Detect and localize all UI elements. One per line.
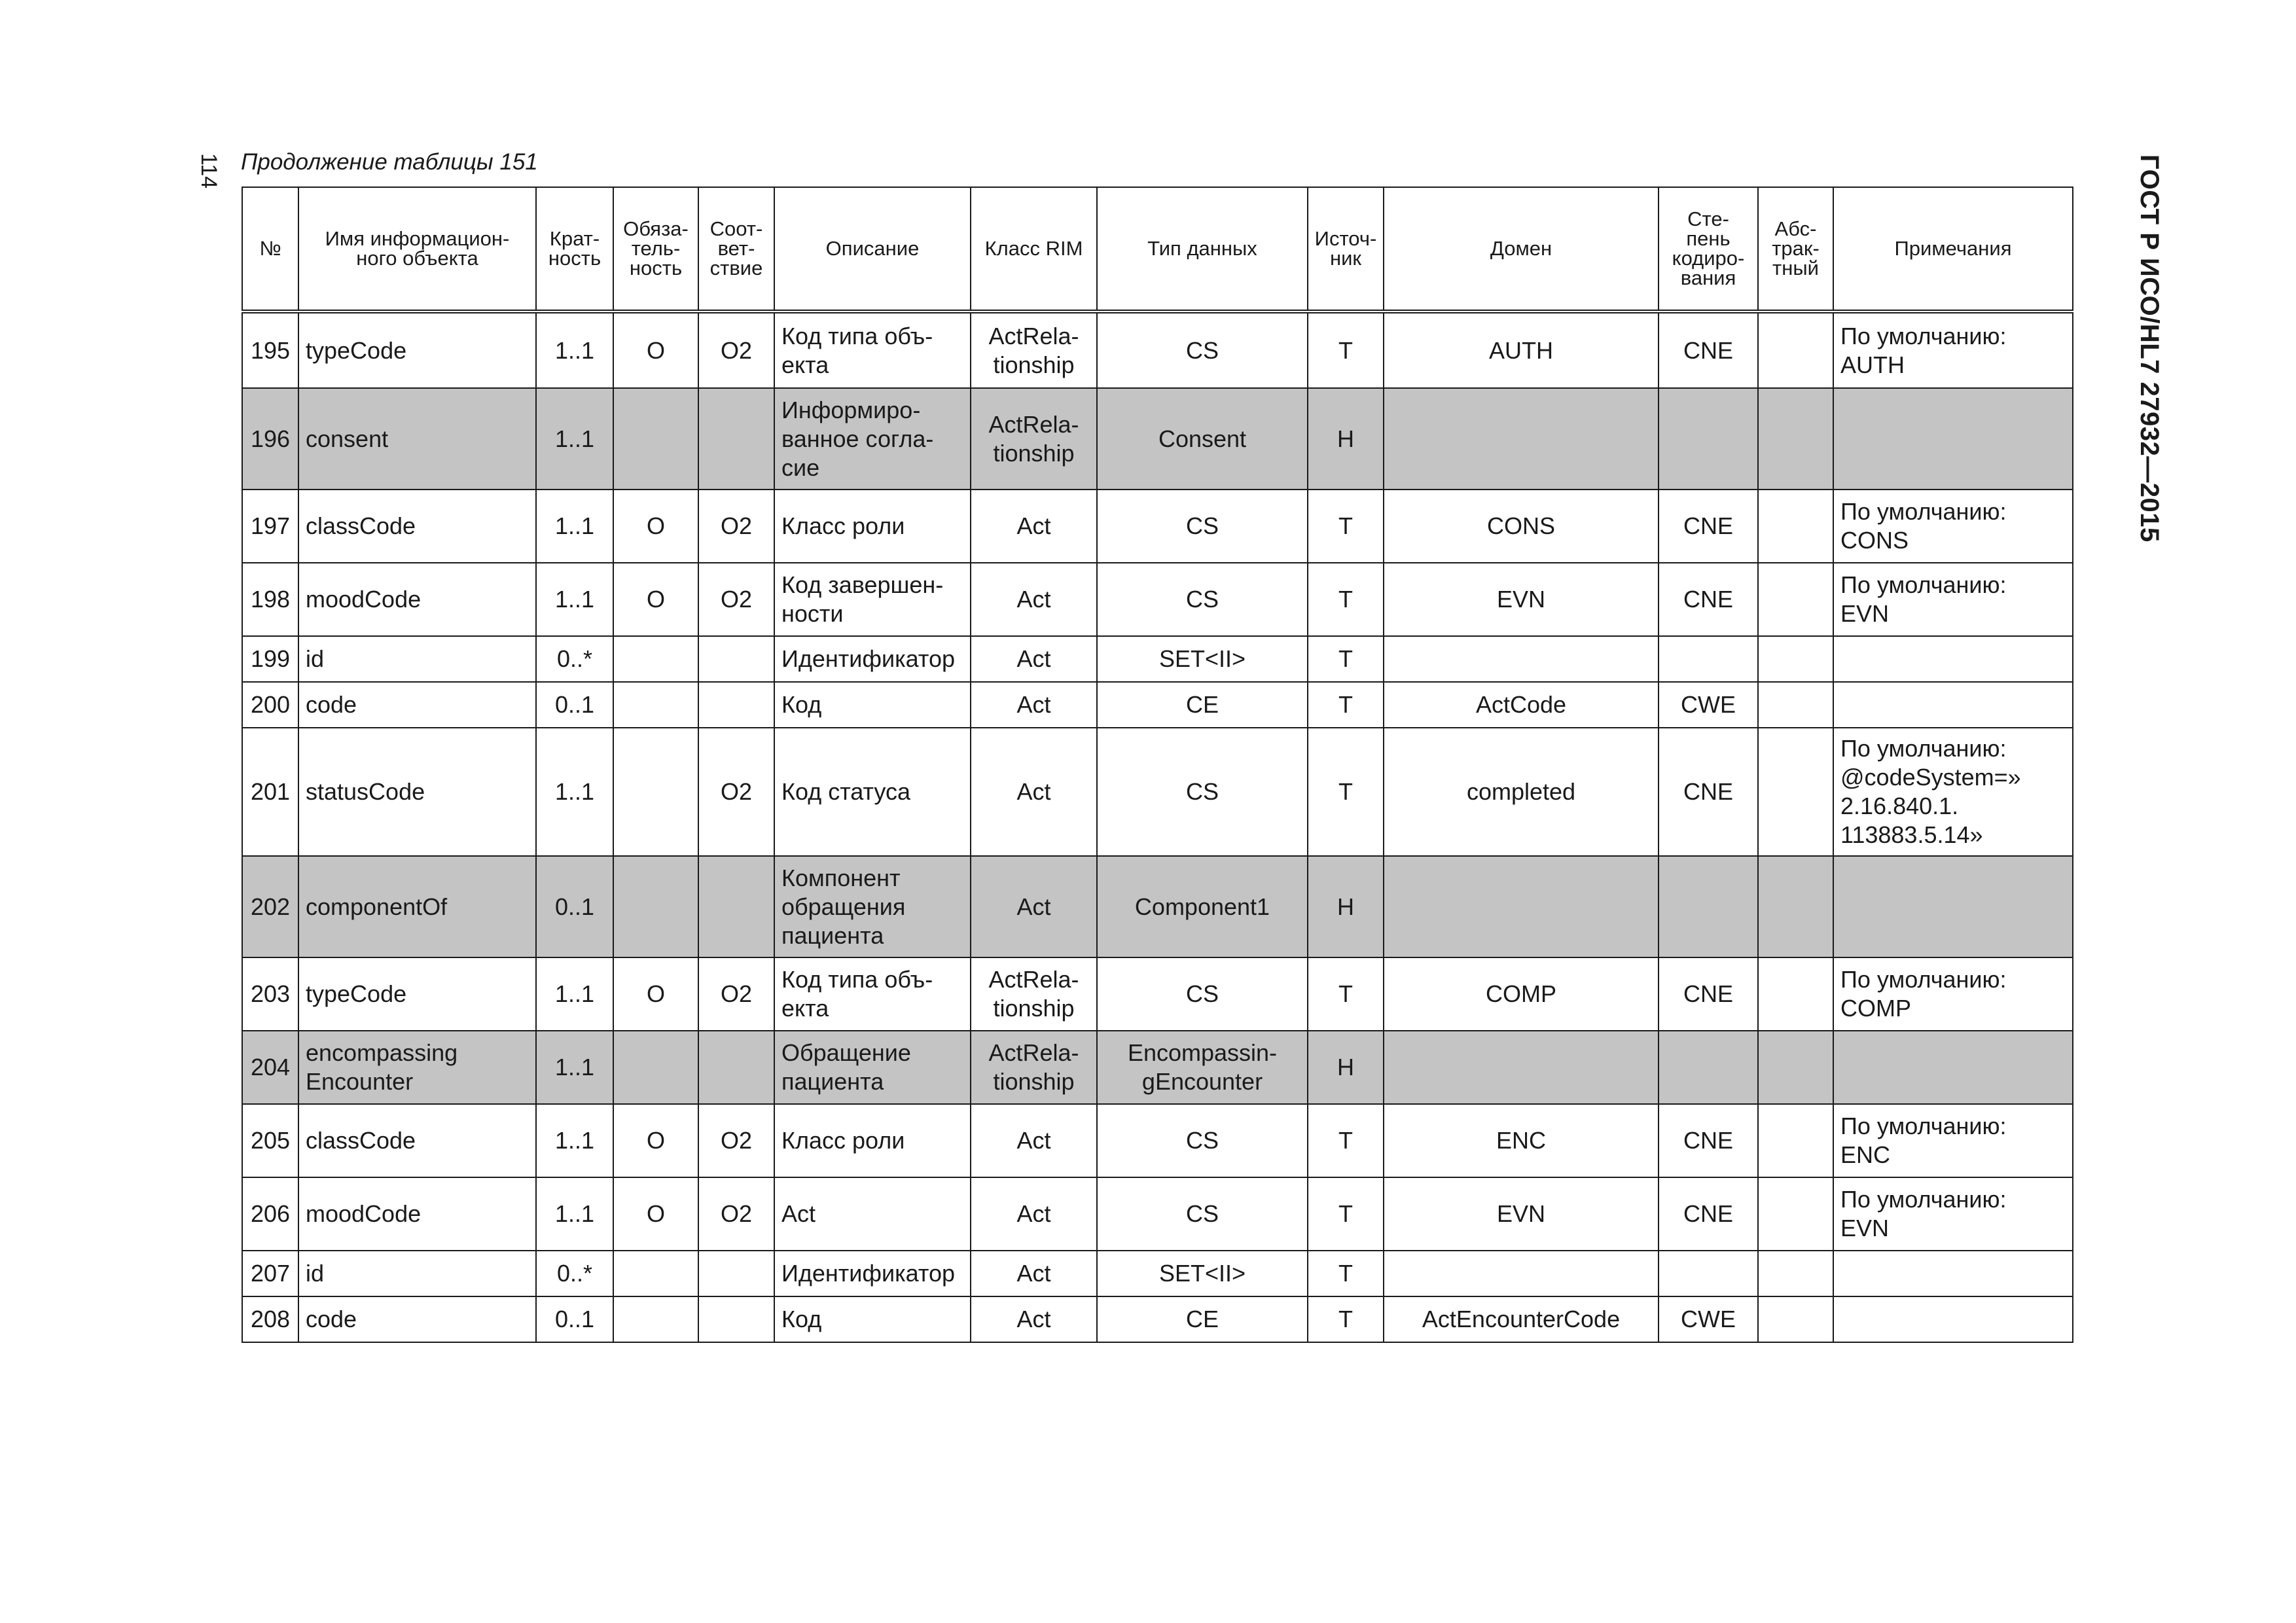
cell-required [613,1251,698,1296]
page-number-area [196,153,223,192]
header-source [1308,187,1384,312]
cell-cardinality: 1..1 [536,1104,613,1177]
table-row [242,490,2073,563]
cell-source: T [1308,312,1384,388]
cell-coding-strength: CNE [1659,728,1758,856]
cell-source: H [1308,388,1384,490]
cell-required: O [613,563,698,636]
page-number: 114 [196,153,221,189]
cell-domain [1384,388,1659,490]
cell-name: encompassing Encounter [298,1031,536,1104]
cell-required: O [613,1177,698,1251]
cell-cardinality: 0..1 [536,856,613,957]
cell-coding-strength: CWE [1659,1296,1758,1342]
cell-abstract [1758,856,1833,957]
cell-notes: По умолчанию: ENC [1833,1104,2073,1177]
cell-cardinality: 1..1 [536,312,613,388]
table-row [242,312,2073,388]
cell-cardinality: 1..1 [536,957,613,1031]
cell-domain: EVN [1384,563,1659,636]
cell-data-type: CE [1097,1296,1308,1342]
cell-name: componentOf [298,856,536,957]
cell-rim-class: ActRela- tionship [971,312,1097,388]
cell-rim-class: Act [971,1177,1097,1251]
cell-conformance [698,1251,774,1296]
cell-description: Код типа объ- екта [774,957,971,1031]
cell-cardinality: 0..* [536,636,613,682]
cell-name: code [298,682,536,728]
cell-domain [1384,856,1659,957]
cell-source: T [1308,490,1384,563]
cell-name: typeCode [298,312,536,388]
cell-rim-class: Act [971,1104,1097,1177]
cell-conformance: O2 [698,1177,774,1251]
cell-source: H [1308,1031,1384,1104]
cell-abstract [1758,1031,1833,1104]
cell-data-type: SET<II> [1097,1251,1308,1296]
cell-notes [1833,636,2073,682]
cell-conformance: O2 [698,1104,774,1177]
cell-description: Код завершен- ности [774,563,971,636]
cell-coding-strength [1659,1251,1758,1296]
cell-rim-class: Act [971,636,1097,682]
cell-rim-class: Act [971,1251,1097,1296]
cell-source: T [1308,1296,1384,1342]
cell-cardinality: 1..1 [536,388,613,490]
cell-data-type: Encompassin- gEncounter [1097,1031,1308,1104]
cell-cardinality: 1..1 [536,490,613,563]
cell-source: H [1308,856,1384,957]
cell-abstract [1758,312,1833,388]
cell-required: O [613,312,698,388]
cell-no: 200 [242,682,298,728]
header-required-text: Обяза- тель- ность [623,217,689,279]
cell-rim-class: ActRela- tionship [971,388,1097,490]
cell-name: moodCode [298,1177,536,1251]
table-header-row [242,187,2073,312]
cell-notes: По умолчанию: AUTH [1833,312,2073,388]
cell-required: O [613,490,698,563]
cell-no: 198 [242,563,298,636]
table-row [242,856,2073,957]
cell-abstract [1758,1296,1833,1342]
cell-source: T [1308,563,1384,636]
cell-notes: По умолчанию: EVN [1833,563,2073,636]
cell-required [613,856,698,957]
cell-domain [1384,1031,1659,1104]
cell-cardinality: 0..1 [536,1296,613,1342]
cell-description: Компонент обращения пациента [774,856,971,957]
cell-abstract [1758,563,1833,636]
cell-name: typeCode [298,957,536,1031]
cell-no: 207 [242,1251,298,1296]
cell-coding-strength [1659,636,1758,682]
table-row [242,728,2073,856]
cell-name: code [298,1296,536,1342]
cell-notes: По умолчанию: CONS [1833,490,2073,563]
cell-required [613,388,698,490]
cell-cardinality: 0..* [536,1251,613,1296]
cell-coding-strength: CNE [1659,1104,1758,1177]
cell-no: 202 [242,856,298,957]
header-description: Описание [774,187,971,312]
table-row [242,682,2073,728]
cell-name: consent [298,388,536,490]
cell-description: Код [774,682,971,728]
document-header-area [2131,154,2165,560]
cell-notes [1833,682,2073,728]
header-no: № [242,187,298,312]
cell-conformance [698,1031,774,1104]
cell-no: 204 [242,1031,298,1104]
table-row [242,563,2073,636]
cell-required [613,636,698,682]
cell-description: Идентификатор [774,636,971,682]
cell-rim-class: Act [971,490,1097,563]
table-row [242,957,2073,1031]
cell-domain [1384,1251,1659,1296]
cell-coding-strength: CNE [1659,312,1758,388]
cell-abstract [1758,1251,1833,1296]
cell-data-type: CS [1097,1104,1308,1177]
data-table [242,187,2073,1343]
header-cardinality-text: Крат- ность [548,227,601,270]
cell-rim-class: ActRela- tionship [971,957,1097,1031]
table-row [242,1296,2073,1342]
header-conformance [698,187,774,312]
cell-domain [1384,636,1659,682]
cell-conformance: O2 [698,312,774,388]
header-conformance-text: Соот- вет- ствие [709,217,763,279]
cell-data-type: CS [1097,490,1308,563]
cell-no: 206 [242,1177,298,1251]
cell-domain: COMP [1384,957,1659,1031]
cell-conformance: O2 [698,563,774,636]
table-row [242,1177,2073,1251]
cell-name: id [298,636,536,682]
cell-data-type: CE [1097,682,1308,728]
cell-data-type: CS [1097,728,1308,856]
cell-no: 199 [242,636,298,682]
cell-required [613,1031,698,1104]
cell-domain: ActCode [1384,682,1659,728]
table-row [242,636,2073,682]
cell-coding-strength: CNE [1659,563,1758,636]
cell-coding-strength [1659,1031,1758,1104]
cell-coding-strength [1659,388,1758,490]
cell-rim-class: Act [971,563,1097,636]
table-row [242,1104,2073,1177]
cell-data-type: CS [1097,957,1308,1031]
cell-coding-strength: CWE [1659,682,1758,728]
cell-notes: По умолчанию: COMP [1833,957,2073,1031]
header-abstract [1758,187,1833,312]
cell-notes [1833,388,2073,490]
cell-source: T [1308,636,1384,682]
header-coding-strength-text: Сте- пень кодиро- вания [1672,207,1745,289]
header-domain: Домен [1384,187,1659,312]
cell-description: Обращение пациента [774,1031,971,1104]
cell-description: Класс роли [774,1104,971,1177]
cell-notes [1833,856,2073,957]
cell-data-type: CS [1097,312,1308,388]
cell-source: T [1308,1177,1384,1251]
cell-coding-strength: CNE [1659,957,1758,1031]
header-name-text: Имя информацион- ного объекта [325,227,510,270]
header-rim-class: Класс RIM [971,187,1097,312]
cell-required [613,1296,698,1342]
cell-abstract [1758,388,1833,490]
cell-notes: По умолчанию: @codeSystem=» 2.16.840.1. 113883.5.14» [1833,728,2073,856]
cell-name: classCode [298,490,536,563]
header-name [298,187,536,312]
cell-rim-class: Act [971,1296,1097,1342]
cell-cardinality: 1..1 [536,563,613,636]
cell-no: 195 [242,312,298,388]
cell-conformance [698,856,774,957]
cell-no: 201 [242,728,298,856]
cell-no: 196 [242,388,298,490]
header-abstract-text: Абс- трак- тный [1772,217,1820,279]
cell-source: T [1308,1251,1384,1296]
cell-cardinality: 0..1 [536,682,613,728]
cell-notes [1833,1296,2073,1342]
cell-conformance [698,682,774,728]
cell-coding-strength: CNE [1659,1177,1758,1251]
cell-required [613,682,698,728]
table-caption: Продолжение таблицы 151 [241,149,538,175]
cell-data-type: SET<II> [1097,636,1308,682]
document-id: ГОСТ Р ИСО/HL7 27932—2015 [2135,154,2164,543]
cell-conformance [698,636,774,682]
cell-description: Act [774,1177,971,1251]
cell-description: Класс роли [774,490,971,563]
cell-no: 208 [242,1296,298,1342]
cell-abstract [1758,636,1833,682]
cell-name: id [298,1251,536,1296]
table-row [242,1251,2073,1296]
cell-domain: ActEncounterCode [1384,1296,1659,1342]
cell-rim-class: Act [971,728,1097,856]
cell-cardinality: 1..1 [536,1177,613,1251]
cell-domain: AUTH [1384,312,1659,388]
cell-rim-class: Act [971,856,1097,957]
cell-conformance: O2 [698,490,774,563]
cell-data-type: Component1 [1097,856,1308,957]
cell-rim-class: Act [971,682,1097,728]
header-source-text: Источ- ник [1314,227,1377,270]
cell-data-type: CS [1097,1177,1308,1251]
cell-data-type: CS [1097,563,1308,636]
cell-no: 203 [242,957,298,1031]
cell-notes [1833,1031,2073,1104]
cell-abstract [1758,728,1833,856]
cell-required [613,728,698,856]
cell-domain: completed [1384,728,1659,856]
cell-description: Информиро- ванное согла- сие [774,388,971,490]
cell-abstract [1758,957,1833,1031]
cell-no: 205 [242,1104,298,1177]
table-row [242,1031,2073,1104]
cell-description: Код [774,1296,971,1342]
cell-conformance: O2 [698,957,774,1031]
cell-name: classCode [298,1104,536,1177]
header-cardinality [536,187,613,312]
cell-rim-class: ActRela- tionship [971,1031,1097,1104]
cell-conformance [698,388,774,490]
cell-name: statusCode [298,728,536,856]
cell-conformance: O2 [698,728,774,856]
cell-notes [1833,1251,2073,1296]
cell-cardinality: 1..1 [536,728,613,856]
header-notes: Примечания [1833,187,2073,312]
cell-abstract [1758,490,1833,563]
table-row [242,388,2073,490]
header-data-type: Тип данных [1097,187,1308,312]
cell-domain: CONS [1384,490,1659,563]
cell-source: T [1308,1104,1384,1177]
cell-notes: По умолчанию: EVN [1833,1177,2073,1251]
cell-abstract [1758,682,1833,728]
cell-description: Код статуса [774,728,971,856]
table-body [242,312,2073,1342]
cell-description: Идентификатор [774,1251,971,1296]
cell-source: T [1308,957,1384,1031]
cell-description: Код типа объ- екта [774,312,971,388]
cell-cardinality: 1..1 [536,1031,613,1104]
header-required [613,187,698,312]
cell-coding-strength [1659,856,1758,957]
cell-required: O [613,1104,698,1177]
cell-abstract [1758,1104,1833,1177]
cell-name: moodCode [298,563,536,636]
header-coding-strength [1659,187,1758,312]
cell-required: O [613,957,698,1031]
cell-coding-strength: CNE [1659,490,1758,563]
cell-source: T [1308,682,1384,728]
cell-source: T [1308,728,1384,856]
cell-no: 197 [242,490,298,563]
cell-abstract [1758,1177,1833,1251]
cell-data-type: Consent [1097,388,1308,490]
cell-conformance [698,1296,774,1342]
cell-domain: EVN [1384,1177,1659,1251]
cell-domain: ENC [1384,1104,1659,1177]
